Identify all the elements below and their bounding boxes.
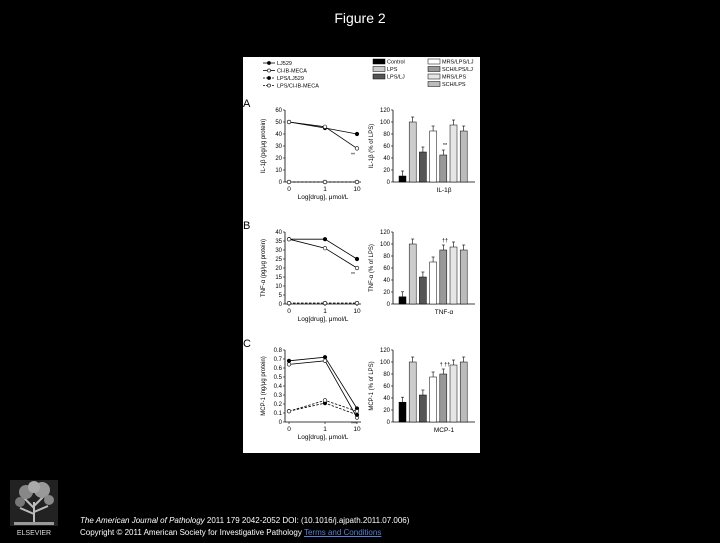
bar <box>460 131 467 182</box>
right-y-tick-label: 0 <box>386 180 390 186</box>
left-x-tick-label: 1 <box>323 186 327 193</box>
left-y-tick-label: 5 <box>278 293 282 299</box>
panel-label: B <box>243 220 251 232</box>
right-y-tick-label: 80 <box>383 254 390 260</box>
left-y-tick-label: 50 <box>275 120 282 126</box>
significance-mark: *** <box>351 421 357 428</box>
right-y-axis-label: IL-1β (% of LPS) <box>369 123 375 169</box>
left-y-tick-label: 20 <box>275 266 282 272</box>
left-x-axis-label: Log[drug], μmol/L <box>297 316 349 323</box>
bar <box>399 176 406 182</box>
bar <box>460 362 467 422</box>
left-y-axis-label: TNF-α (pg/μg protein) <box>261 239 267 297</box>
logo-text: ELSEVIER <box>16 530 52 537</box>
bar <box>419 395 426 422</box>
left-y-tick-label: 10 <box>275 168 282 174</box>
left-x-tick-label: 0 <box>287 308 291 315</box>
left-y-tick-label: 30 <box>275 144 282 150</box>
series-point <box>355 413 359 417</box>
left-y-tick-label: 0.1 <box>273 411 282 417</box>
left-y-tick-label: 0.7 <box>273 357 282 363</box>
left-y-tick-label: 40 <box>275 230 282 236</box>
series-line <box>289 122 357 148</box>
left-y-tick-label: 0.5 <box>273 375 282 381</box>
left-y-tick-label: 10 <box>275 284 282 290</box>
legend-right-swatch <box>428 67 440 72</box>
legend-left-label: Cl-IB-MECA <box>277 68 307 75</box>
citation-text: 2011 179 2042-2052 DOI: (10.1016/j.ajpath.2011.07.006) <box>204 516 410 525</box>
left-y-tick-label: 0.6 <box>273 366 282 372</box>
bar <box>450 125 457 182</box>
terms-link[interactable]: Terms and Conditions <box>303 528 382 537</box>
series-point <box>323 180 327 184</box>
bar <box>460 250 467 304</box>
elsevier-tree-icon <box>6 478 62 538</box>
bar-annotation: ** <box>442 143 448 149</box>
left-y-tick-label: 0.8 <box>273 348 282 354</box>
right-y-axis-label: MCP-1 (% of LPS) <box>369 361 375 411</box>
right-x-axis-label: MCP-1 <box>433 427 455 434</box>
series-point <box>355 180 359 184</box>
series-point <box>287 409 291 413</box>
left-x-axis-label: Log[drug], μmol/L <box>297 194 349 201</box>
legend-left-marker <box>267 76 270 79</box>
series-point <box>323 125 327 129</box>
legend-left-label: LPS/Cl-IB-MECA <box>277 83 319 90</box>
legend-left-label: LPS/LJ529 <box>277 76 304 82</box>
bar <box>399 402 406 422</box>
right-y-tick-label: 120 <box>379 108 390 114</box>
series-point <box>355 132 359 136</box>
bar <box>419 152 426 182</box>
left-y-axis-label: IL-1β (pg/μg protein) <box>261 118 267 174</box>
legend-right-label: SCH/LPS/LJ <box>442 67 473 73</box>
left-x-tick-label: 1 <box>323 308 327 315</box>
legend-left-label: LJ529 <box>277 61 292 67</box>
bar <box>409 362 416 422</box>
legend-right-swatch <box>428 74 440 79</box>
right-x-axis-label: TNF-α <box>434 309 454 316</box>
right-y-tick-label: 100 <box>379 360 390 366</box>
left-x-tick-label: 10 <box>353 426 361 433</box>
right-y-tick-label: 60 <box>383 266 390 272</box>
series-point <box>323 359 327 363</box>
legend-right-swatch <box>373 67 385 72</box>
citation-journal: The American Journal of Pathology <box>80 516 205 525</box>
bar <box>430 131 437 182</box>
left-y-tick-label: 15 <box>275 275 282 281</box>
copyright-text: Copyright © 2011 American Society for Investigative Pathology <box>80 528 304 537</box>
left-y-tick-label: 20 <box>275 156 282 162</box>
copyright <box>80 528 381 538</box>
left-y-tick-label: 0.4 <box>273 384 282 390</box>
series-point <box>323 399 327 403</box>
legend-left-marker <box>267 84 270 87</box>
left-y-tick-label: 0.2 <box>273 402 282 408</box>
bar <box>430 262 437 304</box>
left-y-tick-label: 25 <box>275 257 282 263</box>
right-y-tick-label: 60 <box>383 144 390 150</box>
right-y-tick-label: 100 <box>379 242 390 248</box>
figure-title: Figure 2 <box>334 10 386 26</box>
figure-image <box>243 57 480 453</box>
legend-right-label: LPS/LJ <box>387 74 405 81</box>
bar-annotation: †† <box>441 238 449 244</box>
left-y-tick-label: 35 <box>275 239 282 245</box>
legend-left-marker <box>267 61 270 64</box>
right-y-axis-label: TNF-α (% of LPS) <box>369 244 375 292</box>
legend-right-label: Control <box>387 59 405 66</box>
legend-right-swatch <box>373 74 385 79</box>
series-point <box>287 359 291 363</box>
bar <box>409 244 416 304</box>
series-line <box>289 403 357 415</box>
panel-label: C <box>243 338 251 350</box>
figure-svg <box>243 57 480 453</box>
series-point <box>323 237 327 241</box>
bar <box>450 247 457 304</box>
bar <box>450 365 457 422</box>
right-y-tick-label: 120 <box>379 230 390 236</box>
series-point <box>287 120 291 124</box>
left-x-tick-label: 0 <box>287 186 291 193</box>
series-line <box>289 239 357 268</box>
bar <box>419 277 426 304</box>
legend-right-label: LPS <box>387 67 398 73</box>
left-y-tick-label: 0.3 <box>273 393 282 399</box>
series-point <box>287 363 291 367</box>
left-x-tick-label: 10 <box>353 308 361 315</box>
bar <box>409 122 416 182</box>
series-point <box>287 237 291 241</box>
right-y-tick-label: 20 <box>383 290 390 296</box>
citation <box>80 516 409 526</box>
right-y-tick-label: 60 <box>383 384 390 390</box>
right-x-axis-label: IL-1β <box>436 187 452 194</box>
legend-right-label: SCH/LPS <box>442 82 466 88</box>
left-y-tick-label: 60 <box>275 108 282 114</box>
left-y-tick-label: 30 <box>275 248 282 254</box>
legend-right-label: MRS/LPS <box>442 74 467 81</box>
series-line <box>289 400 357 411</box>
left-y-tick-label: 0 <box>278 180 282 186</box>
series-point <box>287 180 291 184</box>
significance-mark: ** <box>351 152 355 159</box>
legend-right-swatch <box>373 59 385 64</box>
right-y-tick-label: 120 <box>379 348 390 354</box>
right-y-tick-label: 20 <box>383 168 390 174</box>
bar <box>399 297 406 304</box>
series-point <box>355 266 359 270</box>
series-point <box>323 246 327 250</box>
bar <box>430 377 437 422</box>
series-line <box>289 239 357 259</box>
series-point <box>355 301 359 305</box>
right-y-tick-label: 100 <box>379 120 390 126</box>
legend-right-swatch <box>428 59 440 64</box>
series-point <box>287 301 291 305</box>
left-y-tick-label: 40 <box>275 132 282 138</box>
right-y-tick-label: 40 <box>383 278 390 284</box>
left-x-axis-label: Log[drug], μmol/L <box>297 434 349 441</box>
series-point <box>355 147 359 151</box>
right-y-tick-label: 0 <box>386 302 390 308</box>
left-x-tick-label: 1 <box>323 426 327 433</box>
left-x-tick-label: 10 <box>353 186 361 193</box>
right-y-tick-label: 0 <box>386 420 390 426</box>
bar <box>440 250 447 304</box>
right-y-tick-label: 80 <box>383 132 390 138</box>
right-y-tick-label: 80 <box>383 372 390 378</box>
right-y-tick-label: 40 <box>383 396 390 402</box>
series-point <box>323 355 327 359</box>
legend-right-swatch <box>428 82 440 87</box>
legend-right-label: MRS/LPS/LJ <box>442 59 474 66</box>
panel-label: A <box>243 98 251 110</box>
bar-annotation: † †† <box>439 362 451 368</box>
elsevier-logo <box>6 478 62 538</box>
series-point <box>355 409 359 413</box>
left-y-tick-label: 0 <box>278 420 282 426</box>
series-point <box>355 257 359 261</box>
left-y-axis-label: MCP-1 (ng/μg protein) <box>261 356 267 416</box>
bar <box>440 155 447 182</box>
bar <box>440 374 447 422</box>
left-x-tick-label: 0 <box>287 426 291 433</box>
right-y-tick-label: 40 <box>383 156 390 162</box>
series-point <box>323 301 327 305</box>
left-y-tick-label: 0 <box>278 302 282 308</box>
right-y-tick-label: 20 <box>383 408 390 414</box>
legend-left-marker <box>267 69 270 72</box>
significance-mark: ** <box>351 272 355 278</box>
